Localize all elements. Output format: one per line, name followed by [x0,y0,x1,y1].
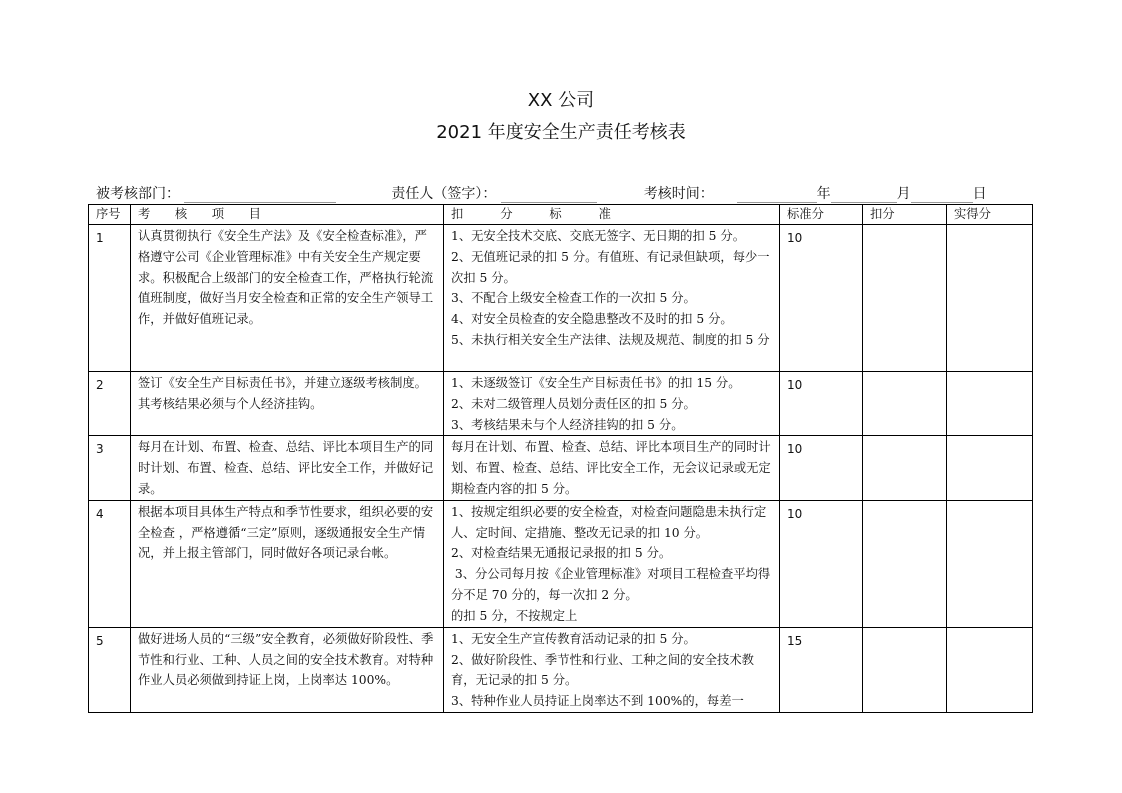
dept-label: 被考核部门： [96,186,180,202]
table-row [89,372,1033,436]
header-no: 序号 [89,205,131,225]
year-field[interactable] [737,188,817,203]
row-criteria [444,627,780,712]
table-row [89,225,1033,372]
row-std-score: 10 [780,225,863,372]
criteria-line: 3、不配合上级安全检查工作的一次扣 5 分。 [451,291,696,306]
criteria-line: 的扣 5 分，不按规定上 [451,608,578,623]
row-no: 4 [89,500,131,627]
criteria-line: 3、分公司每月按《企业管理标准》对项目工程检查平均得分不足 70 分的，每一次扣 2 分。 [451,567,771,602]
row-actual-field[interactable] [947,500,1033,627]
criteria-line: 2、对检查结果无通报记录报的扣 5 分。 [451,546,672,561]
month-field[interactable] [831,188,897,203]
criteria-line: 2、无值班记录的扣 5 分。有值班、有记录但缺项，每少一次扣 5 分。 [451,249,770,285]
criteria-line: 5、未执行相关安全生产法律、法规及规范、制度的扣 5 分 [451,332,770,347]
month-label: 月 [896,186,911,202]
year-label: 年 [816,186,831,202]
criteria-line: 1、无安全生产宣传教育活动记录的扣 5 分。 [451,631,696,646]
time-label: 考核时间： [643,186,714,202]
criteria-line: 1、未逐级签订《安全生产目标责任书》的扣 15 分。 [451,376,741,390]
form-meta [96,183,987,203]
row-item: 根据本项目具体生产特点和季节性要求，组织必要的安全检查 ，严格遵循“三定”原则，逐级通报安全生产情况，并上报主管部门，同时做好各项记录台帐。 [131,500,444,627]
table-row [89,436,1033,500]
row-std-score: 10 [780,500,863,627]
row-actual-field[interactable] [947,372,1033,436]
table-header-row [89,205,1033,225]
header-std-score: 标准分 [780,205,863,225]
row-deduct-field[interactable] [863,372,947,436]
form-title: 2021 年度安全生产责任考核表 [436,122,686,143]
row-item: 做好进场人员的“三级”安全教育，必须做好阶段性、季节性和行业、工种、人员之间的安全技术教育。对特种作业人员必须做到持证上岗，上岗率达 100%。 [131,627,444,712]
criteria-line: 每月在计划、布置、检查、总结、评比本项目生产的同时计划、布置、检查、总结、评比安全工作，无会议记录或无定期检查内容的扣 5 分。 [451,440,771,496]
row-item: 签订《安全生产目标责任书》，并建立逐级考核制度。其考核结果必须与个人经济挂钩。 [131,372,444,436]
criteria-line: 1、无安全技术交底、交底无签字、无日期的扣 5 分。 [451,229,745,243]
row-no: 5 [89,627,131,712]
row-no: 3 [89,436,131,500]
header-deduct: 扣分 [863,205,947,225]
day-label: 日 [972,186,987,202]
header-item: 考 核 项 目 [131,205,444,225]
company-title: XX 公司 [527,90,595,111]
row-item: 认真贯彻执行《安全生产法》及《安全检查标准》，严格遵守公司《企业管理标准》中有关安全生产规定要求。积极配合上级部门的安全检查工作，严格执行轮流值班制度，做好当月安全检查和正常的安全生产领导工作，并做好值班记录。 [131,225,444,372]
row-deduct-field[interactable] [863,436,947,500]
row-actual-field[interactable] [947,627,1033,712]
criteria-line: 3、考核结果未与个人经济挂钩的扣 5 分。 [451,417,684,432]
row-criteria [444,500,780,627]
row-criteria [444,225,780,372]
row-deduct-field[interactable] [863,627,947,712]
assessment-table [88,204,1033,713]
header-actual: 实得分 [947,205,1033,225]
header-criteria: 扣 分 标 准 [444,205,780,225]
row-std-score: 10 [780,436,863,500]
row-item: 每月在计划、布置、检查、总结、评比本项目生产的同时计划、布置、检查、总结、评比安全工作，并做好记录。 [131,436,444,500]
row-actual-field[interactable] [947,225,1033,372]
table-row [89,627,1033,712]
row-std-score: 15 [780,627,863,712]
criteria-line: 2、未对二级管理人员划分责任区的扣 5 分。 [451,396,696,411]
row-actual-field[interactable] [947,436,1033,500]
day-field[interactable] [911,188,973,203]
criteria-line: 1、按规定组织必要的安全检查，对检查问题隐患未执行定人、定时间、定措施、整改无记录的扣 10 分。 [451,504,767,540]
row-no: 1 [89,225,131,372]
row-std-score: 10 [780,372,863,436]
row-criteria [444,372,780,436]
criteria-line: 2、做好阶段性、季节性和行业、工种之间的安全技术教育，无记录的扣 5 分。 [451,652,754,688]
dept-field[interactable] [184,188,336,203]
person-signature-field[interactable] [501,188,597,203]
criteria-line: 4、对安全员检查的安全隐患整改不及时的扣 5 分。 [451,312,733,327]
criteria-line: 3、特种作业人员持证上岗率达不到 100%的，每差一 [451,694,744,709]
row-criteria [444,436,780,500]
table-row [89,500,1033,627]
row-deduct-field[interactable] [863,225,947,372]
row-deduct-field[interactable] [863,500,947,627]
row-no: 2 [89,372,131,436]
person-label: 责任人（签字）： [391,186,497,202]
